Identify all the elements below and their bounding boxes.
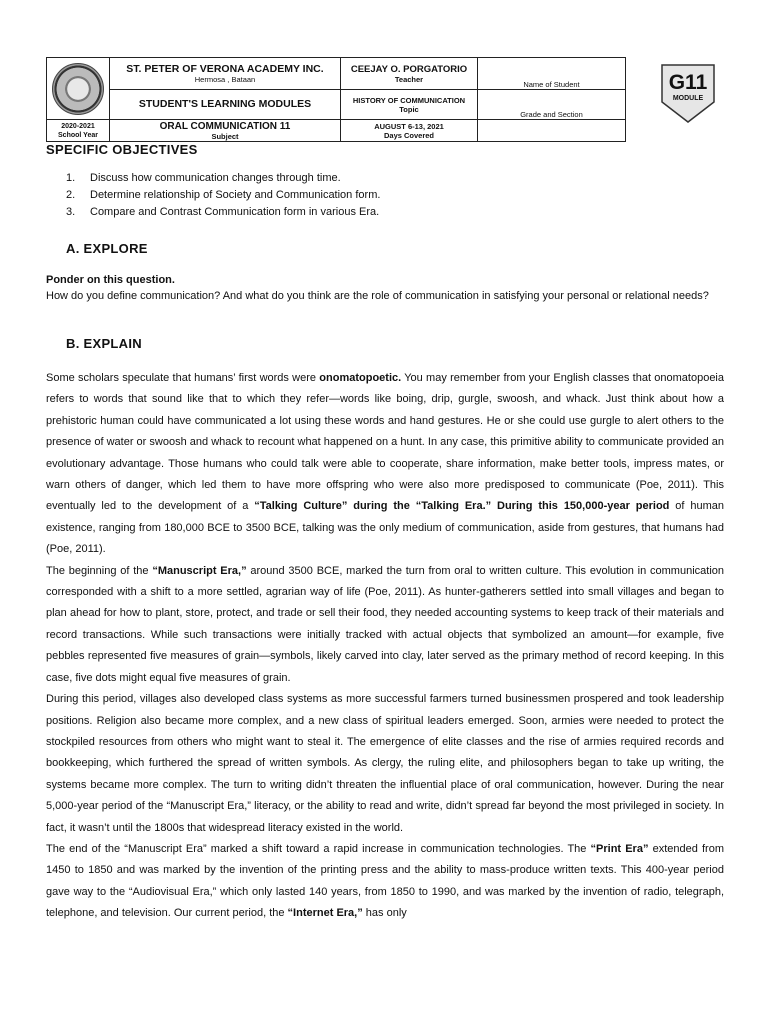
- list-number: 2.: [66, 189, 76, 201]
- subject-value: ORAL COMMUNICATION 11: [159, 120, 291, 132]
- objectives-list: [66, 170, 380, 221]
- text-run-bold: “Talking Culture” during the “Talking Era.” During this 150,000-year period: [254, 500, 670, 513]
- text-run: You may remember from your English classes that onomatopoeia refers to words that sound like that to which they refer—words like boing, drip, gurgle, swoosh, and whack. Just think about how a prehistoric human could have communicated a lot using these words and hand gestures. He or she could use gurgle to alert others to the presence of water or swoosh and whack to recount what happened on a hunt. In any case, this primitive ability to communicate provided an evolutionary advantage. Those humans who could talk were able to cooperate, share information, make better tools, impress mates, or warn others of danger, which led them to have more offspring who were also more predisposed to communicate (Poe, 2011). This eventually led to the development of a: [46, 372, 724, 513]
- text-run: The beginning of the: [46, 564, 153, 577]
- explain-paragraph-1: [46, 368, 724, 561]
- explore-body: [46, 272, 724, 304]
- text-run-bold: “Manuscript Era,”: [152, 564, 247, 577]
- text-run: around 3500 BCE, marked the turn from oral to written culture. This evolution in communication corresponded with a shift to a more settled, agrarian way of life (Poe, 2011). As hunter-gatherers settled into small villages and began to plan ahead for how to plant, store, protect, and trade or sell their food, they needed accounting systems to keep track of their materials and record transactions. While such transactions were initially tracked with actual objects that symbolized an amount—for example, five pebbles represented five measures of grain—symbols, likely carved into clay, later served as the primary method of record keeping. In this case, five dots might equal five measures of grain.: [46, 564, 724, 684]
- topic-value: HISTORY OF COMMUNICATION: [352, 95, 466, 105]
- explain-title: B. EXPLAIN: [66, 336, 142, 351]
- teacher-cell: [341, 58, 478, 90]
- grade-section-cell: [478, 90, 626, 120]
- school-year-label: School Year: [58, 131, 98, 139]
- text-run: has only: [362, 907, 407, 920]
- text-run-bold: onomatopoetic.: [319, 372, 402, 384]
- text-run: of human existence, ranging from 180,000 BCE to 3500 BCE, talking was the only medium of communication, aside from gestures, that humans had (Poe, 2011).: [46, 500, 724, 556]
- school-seal-icon: [52, 63, 104, 115]
- explore-question: How do you define communication? And what do you think are the role of communication in satisfying your personal or relational needs?: [46, 290, 709, 302]
- badge-grade: G11: [668, 71, 708, 94]
- list-item: [66, 204, 380, 221]
- school-year-cell: [47, 120, 110, 142]
- teacher-label: Teacher: [394, 74, 424, 84]
- teacher-name: CEEJAY O. PORGATORIO: [350, 63, 468, 75]
- subject-cell: [110, 120, 341, 142]
- grade-section-label: Grade and Section: [520, 110, 583, 119]
- explain-paragraph-2: [46, 561, 724, 689]
- student-name-cell: [478, 58, 626, 90]
- explain-paragraph-4: [46, 839, 724, 925]
- module-header-table: [46, 57, 626, 142]
- explore-title: A. EXPLORE: [66, 241, 148, 256]
- text-run: The end of the “Manuscript Era” marked a shift toward a rapid increase in communication technologies. The: [46, 842, 591, 855]
- module-title-cell: [110, 90, 341, 120]
- list-item: [66, 170, 380, 187]
- list-number: 1.: [66, 172, 76, 184]
- grade-module-badge-icon: [658, 62, 718, 124]
- module-title: STUDENT'S LEARNING MODULES: [138, 98, 312, 110]
- days-label: Days Covered: [383, 130, 435, 140]
- topic-label: Topic: [399, 104, 419, 114]
- days-value: AUGUST 6-13, 2021: [374, 121, 444, 131]
- school-year-value: 2020-2021: [61, 122, 95, 130]
- list-text: Discuss how communication changes through time.: [90, 172, 341, 184]
- school-cell: [110, 58, 341, 90]
- badge-label: MODULE: [672, 95, 704, 102]
- text-run: extended from 1450 to 1850 and was marked by the invention of the printing press and the ability to mass-produce written texts. This 400-year period gave way to the “Audiovisual Era,” which only lasted 140 years, from 1850 to 1990, and was marked by the invention of radio, telegraph, telephone, and television. Our current period, the: [46, 842, 724, 920]
- days-cell: [341, 120, 478, 142]
- subject-label: Subject: [211, 131, 239, 141]
- explore-prompt: Ponder on this question.: [46, 274, 175, 286]
- text-run: Some scholars speculate that humans’ first words were: [46, 372, 320, 384]
- text-run-bold: “Print Era”: [590, 842, 649, 855]
- explain-body: [46, 368, 724, 925]
- text-run-bold: “Internet Era,”: [287, 907, 363, 920]
- school-name: ST. PETER OF VERONA ACADEMY INC.: [126, 62, 324, 75]
- list-text: Determine relationship of Society and Communication form.: [90, 189, 381, 201]
- topic-cell: [341, 90, 478, 120]
- list-item: [66, 187, 380, 204]
- school-logo-cell: [47, 58, 110, 120]
- explain-paragraph-3: During this period, villages also developed class systems as more successful farmers turned businessmen prospered and took leadership positions. Religion also became more complex, and a new class of spiritual leaders emerged. Soon, armies were needed to protect the stockpiled resources from others who might want to steal it. The emergence of elite classes and the rise of armies required records and bookkeeping, which furthered the spread of written symbols. As clergy, the ruling elite, and philosophers began to take up writing, the systems became more complex. The turn to writing didn’t threaten the influential place of oral communication, however. During the near 5,000-year period of the “Manuscript Era,” literacy, or the ability to read and write, didn’t spread far beyond the most privileged in society. In fact, it wasn’t until the 1800s that widespread literacy existed in the world.: [46, 693, 724, 834]
- objectives-title: SPECIFIC OBJECTIVES: [46, 142, 198, 157]
- empty-cell: [478, 120, 626, 142]
- list-text: Compare and Contrast Communication form in various Era.: [90, 206, 380, 218]
- student-name-label: Name of Student: [523, 80, 580, 89]
- school-location: Hermosa , Bataan: [194, 74, 256, 84]
- list-number: 3.: [66, 206, 76, 218]
